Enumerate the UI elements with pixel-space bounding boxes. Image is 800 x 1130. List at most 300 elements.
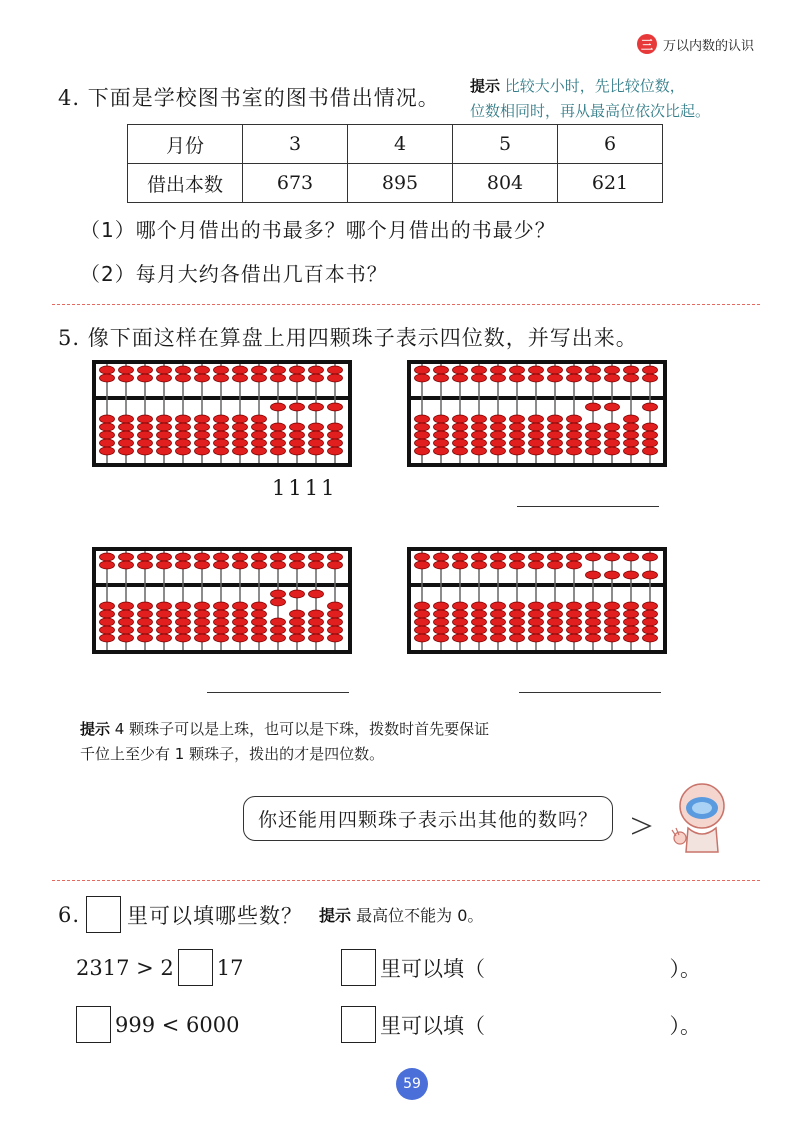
abacus-bead: [643, 366, 658, 374]
table-cell: 4: [348, 125, 453, 164]
abacus-bead: [472, 423, 487, 431]
abacus-bead: [157, 610, 172, 618]
fill-text: 里可以填（: [380, 1013, 485, 1038]
abacus-bead: [643, 602, 658, 610]
abacus-bead: [624, 602, 639, 610]
abacus-bead: [100, 610, 115, 618]
abacus-bead: [415, 634, 430, 642]
abacus-bead: [529, 374, 544, 382]
abacus-bead: [548, 447, 563, 455]
abacus-bead: [510, 561, 525, 569]
abacus-bead: [624, 610, 639, 618]
abacus-bead: [290, 403, 305, 411]
fill-line-2: [341, 1006, 701, 1043]
abacus-bead: [233, 602, 248, 610]
q5-number: 5.: [58, 326, 81, 350]
q4-hint-line1: 比较大小时，先比较位数，: [504, 77, 685, 95]
abacus-bead: [415, 447, 430, 455]
abacus-bead: [529, 415, 544, 423]
abacus-bead: [157, 447, 172, 455]
abacus-bead: [271, 439, 286, 447]
abacus-bead: [195, 415, 210, 423]
abacus-bead: [252, 374, 267, 382]
abacus-bead: [415, 366, 430, 374]
abacus-bead: [100, 561, 115, 569]
chapter-title: 万以内数的认识: [662, 38, 754, 54]
chapter-header: [637, 34, 754, 54]
abacus-bead: [290, 366, 305, 374]
abacus-bead: [233, 561, 248, 569]
abacus-bead: [548, 366, 563, 374]
abacus-bead: [624, 618, 639, 626]
q4-number: 4.: [58, 86, 81, 110]
abacus-bead: [434, 626, 449, 634]
abacus-bead: [605, 423, 620, 431]
abacus-bead: [290, 374, 305, 382]
abacus-bead: [415, 618, 430, 626]
abacus-bead: [491, 423, 506, 431]
abacus-bead: [529, 553, 544, 561]
abacus-bead: [567, 561, 582, 569]
abacus-bead: [252, 439, 267, 447]
eq2-right: 999 < 6000: [115, 1012, 240, 1037]
abacus-bead: [624, 423, 639, 431]
abacus-bead: [100, 366, 115, 374]
abacus-beam: [96, 396, 348, 400]
abacus-bead: [567, 553, 582, 561]
abacus-bead: [157, 431, 172, 439]
abacus-bead: [328, 423, 343, 431]
abacus-bead: [491, 415, 506, 423]
fill-close: ）。: [669, 1013, 701, 1038]
abacus-bead: [214, 610, 229, 618]
abacus-bead: [309, 618, 324, 626]
abacus-bead: [510, 618, 525, 626]
abacus-bead: [138, 634, 153, 642]
abacus-bead: [567, 439, 582, 447]
abacus-bead: [491, 431, 506, 439]
abacus-bead: [605, 431, 620, 439]
abacus-bead: [472, 553, 487, 561]
abacus-bead: [586, 626, 601, 634]
abacus-bead: [119, 634, 134, 642]
abacus-bead: [100, 626, 115, 634]
abacus-bead: [472, 561, 487, 569]
abacus-bead: [309, 403, 324, 411]
abacus-bead: [119, 431, 134, 439]
abacus-bead: [567, 415, 582, 423]
abacus-bead: [290, 561, 305, 569]
abacus-bead: [138, 431, 153, 439]
table-cell: 621: [558, 164, 663, 203]
abacus-2-beads: [411, 364, 663, 463]
abacus-bead: [176, 618, 191, 626]
abacus-bead: [157, 634, 172, 642]
abacus-bead: [567, 366, 582, 374]
answer-blank-3[interactable]: [207, 692, 349, 693]
abacus-bead: [643, 618, 658, 626]
abacus-bead: [157, 439, 172, 447]
abacus-bead: [119, 415, 134, 423]
abacus-bead: [491, 626, 506, 634]
abacus-bead: [453, 374, 468, 382]
speech-bubble: 你还能用四颗珠子表示出其他的数吗？: [243, 796, 613, 841]
abacus-bead: [415, 423, 430, 431]
table-header-cell: 借出本数: [128, 164, 243, 203]
abacus-bead: [271, 431, 286, 439]
abacus-beam: [411, 396, 663, 400]
abacus-bead: [309, 366, 324, 374]
abacus-bead: [214, 634, 229, 642]
fill-line-1: [341, 949, 701, 986]
abacus-bead: [119, 447, 134, 455]
abacus-bead: [309, 610, 324, 618]
abacus-bead: [195, 374, 210, 382]
abacus-bead: [176, 602, 191, 610]
abacus-bead: [252, 626, 267, 634]
abacus-bead: [567, 634, 582, 642]
section-divider: [52, 880, 760, 881]
abacus-bead: [605, 634, 620, 642]
abacus-bead: [176, 553, 191, 561]
abacus-bead: [491, 618, 506, 626]
abacus-bead: [643, 423, 658, 431]
abacus-bead: [214, 439, 229, 447]
abacus-bead: [434, 366, 449, 374]
abacus-3[interactable]: [92, 547, 352, 654]
answer-blank-4[interactable]: [519, 692, 661, 693]
abacus-bead: [214, 618, 229, 626]
abacus-bead: [624, 415, 639, 423]
abacus-bead: [176, 374, 191, 382]
abacus-bead: [119, 610, 134, 618]
abacus-bead: [529, 431, 544, 439]
abacus-bead: [328, 447, 343, 455]
eq2-input-box[interactable]: [76, 1006, 111, 1043]
hint-label: 提示: [80, 720, 111, 738]
abacus-bead: [624, 447, 639, 455]
abacus-bead: [119, 423, 134, 431]
abacus-bead: [309, 553, 324, 561]
abacus-bead: [567, 618, 582, 626]
abacus-bead: [138, 447, 153, 455]
abacus-bead: [491, 447, 506, 455]
q6-hint-text: 最高位不能为 0。: [356, 906, 484, 925]
abacus-bead: [624, 374, 639, 382]
abacus-bead: [195, 626, 210, 634]
abacus-bead: [271, 626, 286, 634]
abacus-bead: [586, 618, 601, 626]
abacus-bead: [643, 374, 658, 382]
abacus-bead: [233, 423, 248, 431]
abacus-bead: [328, 366, 343, 374]
abacus-bead: [510, 366, 525, 374]
abacus-bead: [195, 423, 210, 431]
abacus-bead: [491, 374, 506, 382]
abacus-bead: [290, 590, 305, 598]
table-row: [128, 125, 663, 164]
abacus-bead: [643, 634, 658, 642]
equation-1: [76, 949, 244, 986]
abacus-bead: [548, 610, 563, 618]
abacus-bead: [548, 626, 563, 634]
abacus-bead: [605, 610, 620, 618]
q4-hint-line2: 位数相同时，再从最高位依次比起。: [470, 102, 711, 120]
abacus-bead: [491, 439, 506, 447]
abacus-beam: [411, 583, 663, 587]
example-answer: 1111: [272, 476, 338, 500]
abacus-bead: [214, 374, 229, 382]
abacus-bead: [157, 618, 172, 626]
abacus-bead: [624, 571, 639, 579]
abacus-bead: [510, 634, 525, 642]
abacus-bead: [586, 447, 601, 455]
abacus-bead: [195, 634, 210, 642]
page-number: 59: [396, 1068, 428, 1100]
abacus-bead: [453, 447, 468, 455]
eq1-left: 2317 > 2: [76, 955, 174, 980]
abacus-bead: [328, 439, 343, 447]
abacus-bead: [510, 374, 525, 382]
abacus-1[interactable]: [92, 360, 352, 467]
abacus-bead: [119, 618, 134, 626]
abacus-bead: [138, 374, 153, 382]
abacus-bead: [567, 602, 582, 610]
abacus-bead: [252, 431, 267, 439]
abacus-bead: [119, 439, 134, 447]
abacus-bead: [290, 439, 305, 447]
abacus-bead: [586, 439, 601, 447]
abacus-bead: [233, 374, 248, 382]
abacus-4[interactable]: [407, 547, 667, 654]
abacus-bead: [119, 374, 134, 382]
abacus-bead: [252, 634, 267, 642]
abacus-bead: [415, 415, 430, 423]
abacus-bead: [309, 626, 324, 634]
abacus-bead: [252, 415, 267, 423]
abacus-2[interactable]: [407, 360, 667, 467]
abacus-bead: [138, 415, 153, 423]
abacus-bead: [157, 415, 172, 423]
abacus-bead: [472, 439, 487, 447]
abacus-bead: [643, 431, 658, 439]
abacus-bead: [214, 447, 229, 455]
abacus-bead: [510, 439, 525, 447]
abacus-bead: [195, 602, 210, 610]
abacus-bead: [453, 439, 468, 447]
abacus-bead: [472, 618, 487, 626]
abacus-bead: [309, 423, 324, 431]
abacus-bead: [605, 403, 620, 411]
abacus-bead: [290, 634, 305, 642]
abacus-bead: [119, 553, 134, 561]
abacus-bead: [233, 610, 248, 618]
abacus-bead: [548, 561, 563, 569]
abacus-bead: [548, 439, 563, 447]
abacus-bead: [491, 602, 506, 610]
abacus-bead: [624, 366, 639, 374]
abacus-3-beads: [96, 551, 348, 650]
q5-hint-line2: 千位上至少有 1 颗珠子，拨出的才是四位数。: [80, 745, 385, 763]
abacus-bead: [605, 618, 620, 626]
abacus-bead: [548, 553, 563, 561]
answer-blank-2[interactable]: [517, 506, 659, 507]
abacus-bead: [100, 553, 115, 561]
q4-sub1: （1）哪个月借出的书最多？哪个月借出的书最少？: [80, 218, 556, 242]
abacus-bead: [453, 415, 468, 423]
abacus-bead: [252, 447, 267, 455]
abacus-bead: [233, 439, 248, 447]
abacus-bead: [624, 634, 639, 642]
q5-hint: [80, 717, 489, 767]
abacus-bead: [643, 447, 658, 455]
abacus-bead: [434, 610, 449, 618]
abacus-bead: [309, 439, 324, 447]
abacus-bead: [415, 553, 430, 561]
abacus-bead: [290, 553, 305, 561]
abacus-bead: [472, 447, 487, 455]
abacus-bead: [138, 553, 153, 561]
abacus-bead: [157, 626, 172, 634]
table-cell: 673: [243, 164, 348, 203]
abacus-bead: [491, 553, 506, 561]
abacus-bead: [415, 374, 430, 382]
fill-text: 里可以填（: [380, 956, 485, 981]
fill-close: ）。: [669, 956, 701, 981]
eq1-input-box[interactable]: [178, 949, 213, 986]
bubble-tail: [632, 816, 652, 836]
abacus-bead: [290, 626, 305, 634]
abacus-bead: [252, 366, 267, 374]
abacus-bead: [453, 634, 468, 642]
abacus-bead: [271, 553, 286, 561]
abacus-bead: [195, 618, 210, 626]
abacus-bead: [472, 374, 487, 382]
abacus-bead: [567, 447, 582, 455]
abacus-bead: [567, 626, 582, 634]
abacus-bead: [605, 439, 620, 447]
abacus-bead: [328, 561, 343, 569]
abacus-bead: [252, 618, 267, 626]
q5-title-text: 像下面这样在算盘上用四颗珠子表示四位数，并写出来。: [87, 326, 638, 350]
abacus-bead: [491, 561, 506, 569]
abacus-bead: [510, 415, 525, 423]
abacus-bead: [157, 561, 172, 569]
abacus-bead: [605, 571, 620, 579]
abacus-bead: [290, 423, 305, 431]
abacus-4-beads: [411, 551, 663, 650]
abacus-bead: [328, 610, 343, 618]
abacus-bead: [434, 634, 449, 642]
abacus-bead: [100, 447, 115, 455]
abacus-bead: [453, 610, 468, 618]
abacus-bead: [434, 561, 449, 569]
abacus-bead: [434, 553, 449, 561]
eq1-right: 17: [216, 955, 244, 980]
abacus-bead: [567, 423, 582, 431]
abacus-bead: [271, 598, 286, 606]
q4-title-text: 下面是学校图书室的图书借出情况。: [87, 86, 440, 110]
abacus-bead: [138, 439, 153, 447]
abacus-bead: [548, 423, 563, 431]
abacus-bead: [529, 634, 544, 642]
abacus-bead: [529, 447, 544, 455]
abacus-bead: [271, 561, 286, 569]
table-row: [128, 164, 663, 203]
abacus-bead: [100, 634, 115, 642]
abacus-bead: [309, 590, 324, 598]
abacus-bead: [510, 423, 525, 431]
abacus-bead: [434, 415, 449, 423]
abacus-bead: [529, 366, 544, 374]
abacus-bead: [415, 431, 430, 439]
abacus-bead: [548, 374, 563, 382]
abacus-bead: [271, 447, 286, 455]
abacus-bead: [195, 366, 210, 374]
abacus-bead: [195, 431, 210, 439]
abacus-bead: [548, 431, 563, 439]
abacus-bead: [252, 602, 267, 610]
abacus-bead: [214, 626, 229, 634]
abacus-bead: [548, 634, 563, 642]
abacus-bead: [328, 553, 343, 561]
abacus-bead: [290, 618, 305, 626]
abacus-bead: [472, 610, 487, 618]
abacus-bead: [328, 626, 343, 634]
abacus-bead: [214, 415, 229, 423]
abacus-bead: [233, 447, 248, 455]
abacus-bead: [271, 423, 286, 431]
abacus-bead: [100, 374, 115, 382]
abacus-bead: [624, 439, 639, 447]
abacus-bead: [453, 553, 468, 561]
abacus-bead: [290, 431, 305, 439]
abacus-bead: [510, 610, 525, 618]
abacus-bead: [195, 439, 210, 447]
abacus-bead: [472, 431, 487, 439]
abacus-bead: [252, 553, 267, 561]
abacus-bead: [309, 374, 324, 382]
abacus-bead: [138, 626, 153, 634]
abacus-bead: [453, 561, 468, 569]
abacus-bead: [529, 626, 544, 634]
abacus-bead: [586, 423, 601, 431]
abacus-bead: [643, 439, 658, 447]
abacus-bead: [453, 602, 468, 610]
abacus-bead: [643, 553, 658, 561]
table-cell: 5: [453, 125, 558, 164]
abacus-bead: [214, 366, 229, 374]
abacus-bead: [271, 618, 286, 626]
abacus-bead: [271, 634, 286, 642]
abacus-bead: [100, 618, 115, 626]
abacus-bead: [415, 602, 430, 610]
table-header-cell: 月份: [128, 125, 243, 164]
abacus-bead: [529, 561, 544, 569]
robot-icon: [660, 778, 740, 858]
abacus-bead: [233, 415, 248, 423]
abacus-bead: [434, 431, 449, 439]
abacus-bead: [605, 553, 620, 561]
abacus-bead: [472, 366, 487, 374]
abacus-bead: [472, 602, 487, 610]
abacus-bead: [195, 561, 210, 569]
abacus-bead: [605, 374, 620, 382]
abacus-bead: [138, 366, 153, 374]
abacus-bead: [643, 403, 658, 411]
abacus-bead: [510, 553, 525, 561]
abacus-bead: [214, 423, 229, 431]
